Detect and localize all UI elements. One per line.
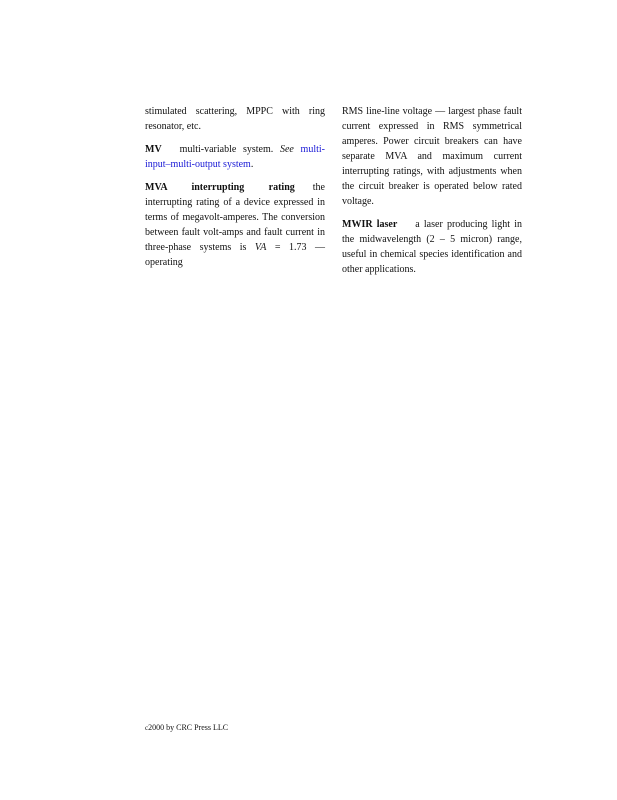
definition-mva-part2: — operating xyxy=(145,242,326,268)
continuation-text-left xyxy=(145,104,325,134)
right-column xyxy=(342,104,522,285)
copyright-symbol: c xyxy=(145,724,149,732)
math-equals: = xyxy=(274,242,281,253)
entry-mv xyxy=(145,142,325,172)
entry-mva-interrupting-rating xyxy=(145,180,325,270)
copyright-footer xyxy=(145,722,228,734)
definition-mva-part1: the interrupting rating of a device expressed in terms of megavolt-amperes. The conversion between fault volt-amps and fault current in three-phase systems is xyxy=(145,182,325,253)
see-link-mimo[interactable]: multi-input–multi-output system xyxy=(145,144,325,170)
definition-mwir-laser: a laser producing light in the midwavelength (2 – 5 micron) range, useful in chemical species identification and other applications. xyxy=(342,219,522,275)
term-mwir-laser: MWIR laser xyxy=(342,219,398,230)
math-va: VA xyxy=(254,242,267,253)
continuation-text-right xyxy=(342,104,522,209)
term-mv: MV xyxy=(145,144,162,155)
continuation-left: stimulated scattering, MPPC with ring resonator, etc. xyxy=(145,106,325,132)
term-mva-interrupting-rating: MVA interrupting rating xyxy=(145,182,295,193)
definition-mv: multi-variable system. xyxy=(179,144,274,155)
math-value: 1.73 xyxy=(289,242,307,253)
continuation-right: RMS line-line voltage — largest phase fault current expressed in RMS symmetrical amperes. Power circuit breakers can have separate MVA and maximum current interrupting ratings, with adjustments when the circuit breaker is operated below rated voltage. xyxy=(342,106,522,207)
entry-mwir-laser xyxy=(342,217,522,277)
definition-mv-period: . xyxy=(250,159,254,170)
left-column xyxy=(145,104,325,278)
copyright-text: 2000 by CRC Press LLC xyxy=(148,723,229,732)
see-label: See xyxy=(279,144,294,155)
